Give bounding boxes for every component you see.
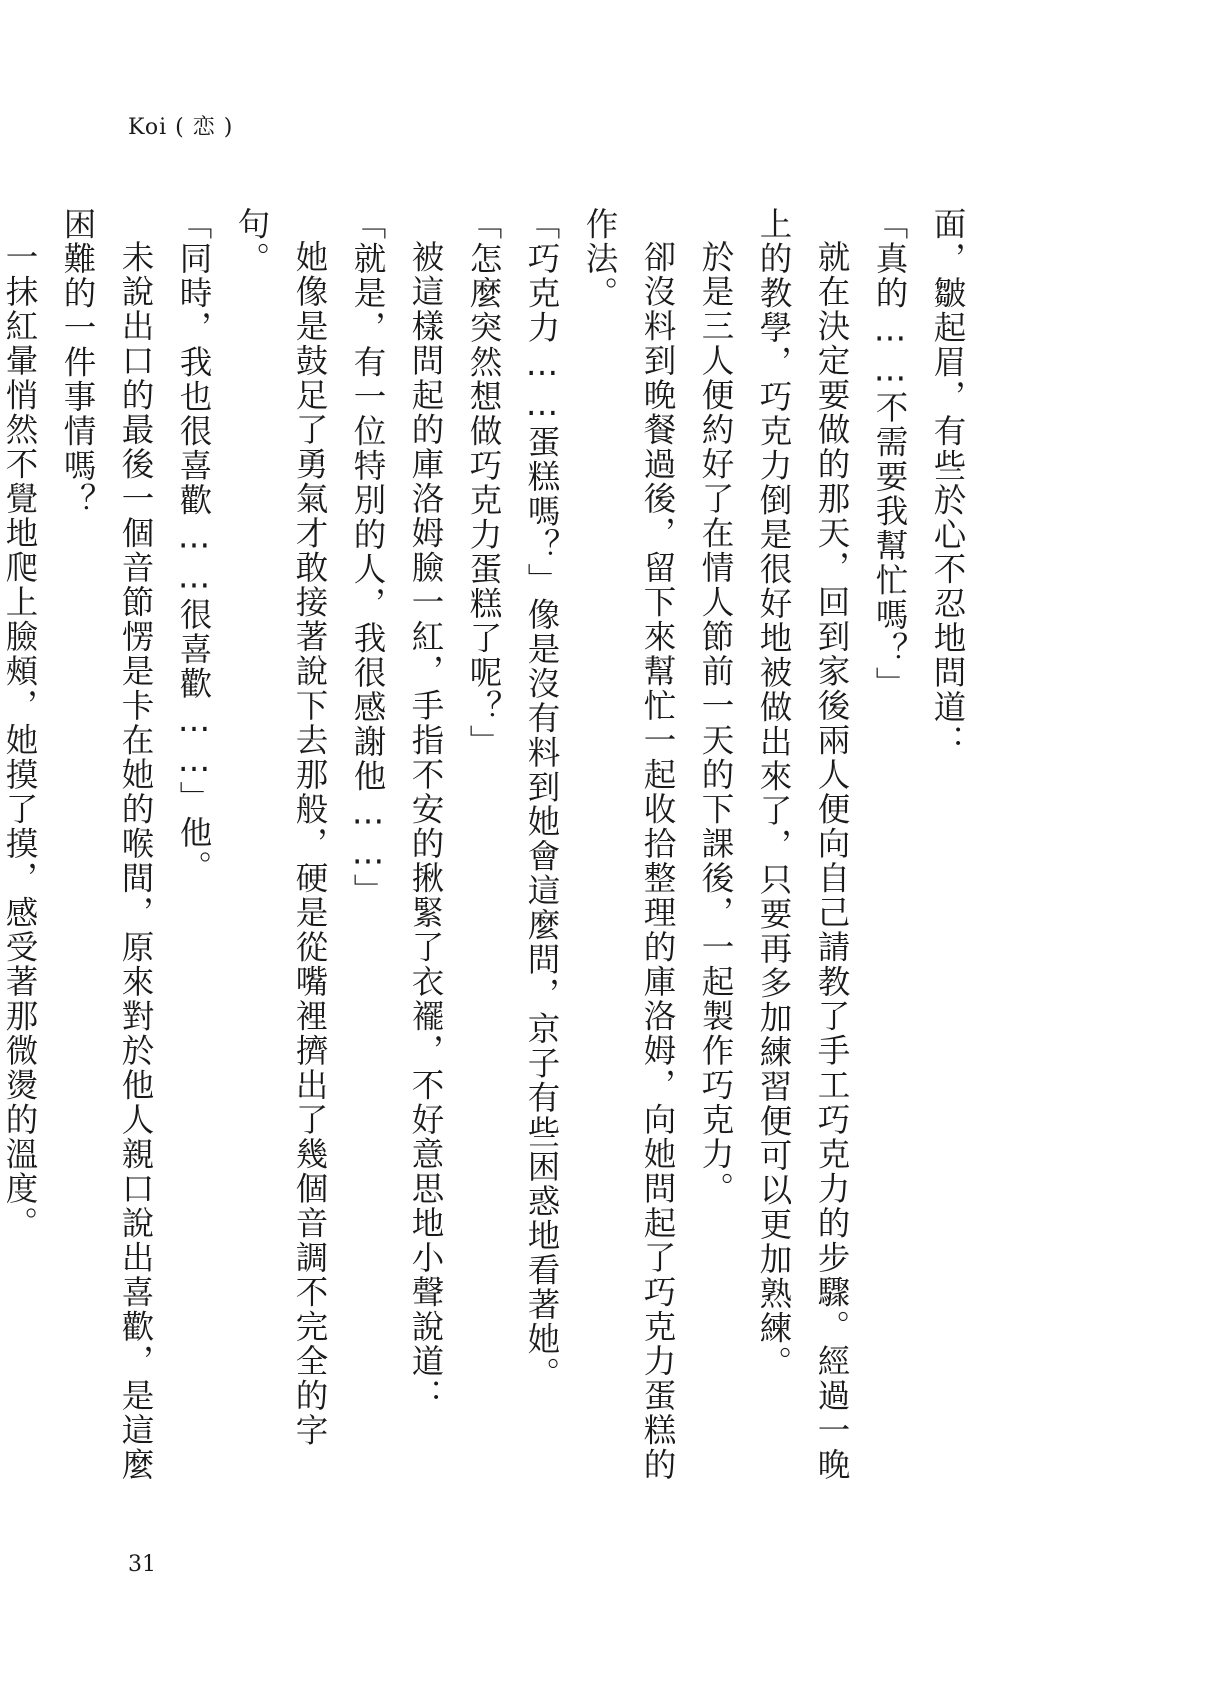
paragraph: 面，皺起眉，有些於心不忍地問道： (929, 207, 967, 759)
page-number: 31 (128, 1552, 156, 1577)
paragraph: 未說出口的最後一個音節愣是卡在她的喉間，原來對於他人親口說出喜歡，是這麼困難的一件事情嗎？ (59, 207, 155, 1482)
paragraph: 「巧克力……蛋糕嗎？」像是沒有料到她會這麼問，京子有些困惑地看著她。 (523, 207, 561, 1391)
paragraph: 卻沒料到晚餐過後，留下來幫忙一起收拾整理的庫洛姆，向她問起了巧克力蛋糕的作法。 (581, 207, 677, 1482)
paragraph: 「真的……不需要我幫忙嗎？」 (871, 207, 909, 701)
paragraph: 於是三人便約好了在情人節前一天的下課後，一起製作巧克力。 (697, 239, 735, 1206)
paragraph: 被這樣問起的庫洛姆臉一紅，手指不安的揪緊了衣襬，不好意思地小聲說道： (407, 239, 445, 1413)
running-head-title: Koi ( 恋 ) (128, 115, 234, 140)
paragraph: 「就是，有一位特別的人，我很感謝他……」 (349, 207, 387, 908)
paragraph: 一抹紅暈悄然不覺地爬上臉頰，她摸了摸，感受著那微燙的溫度。 (1, 239, 39, 1240)
paragraph: 她像是鼓足了勇氣才敢接著說下去那般，硬是從嘴裡擠出了幾個音調不完全的字句。 (233, 207, 329, 1447)
paragraph: 「同時，我也很喜歡……很喜歡……」他。 (175, 207, 213, 885)
body-text (0, 207, 977, 1507)
paragraph: 「怎麼突然想做巧克力蛋糕了呢？」 (465, 207, 503, 759)
paragraph: 就在決定要做的那天，回到家後兩人便向自己請教了手工巧克力的步驟。經過一晚上的教學，巧克力倒是很好地被做出來了，只要再多加練習便可以更加熟練。 (755, 207, 851, 1482)
